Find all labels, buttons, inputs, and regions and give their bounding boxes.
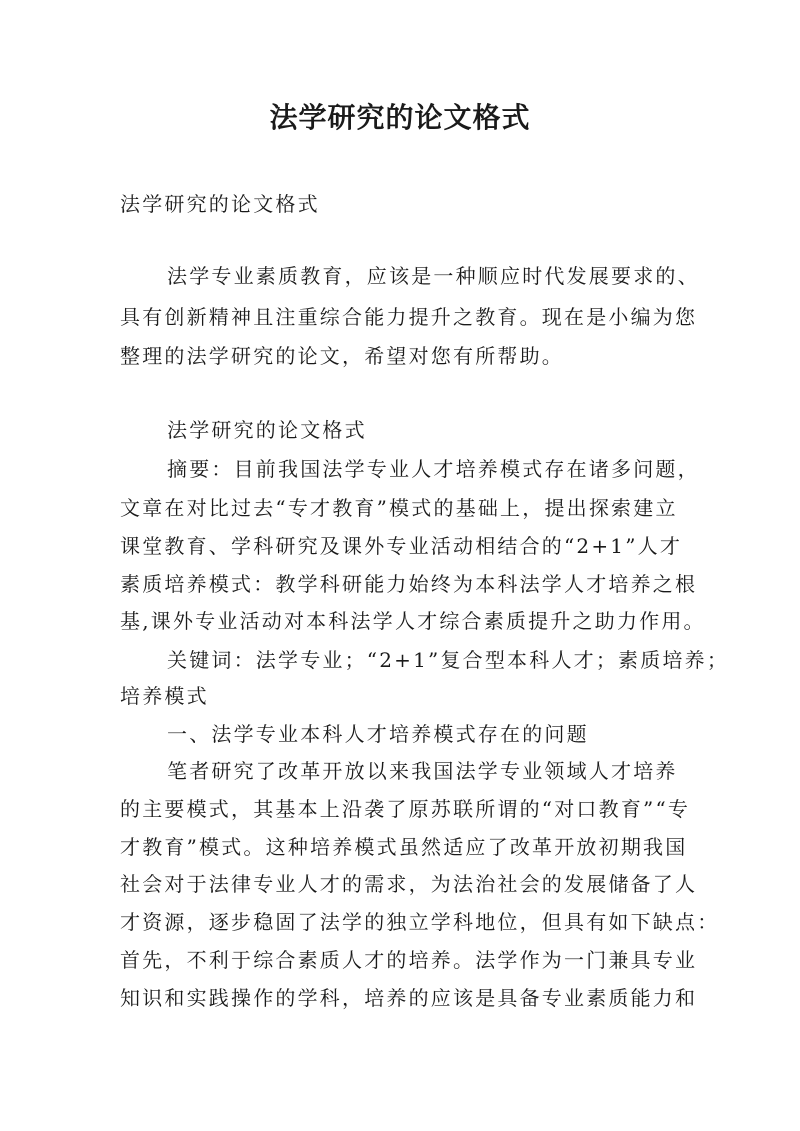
paragraph-line: 才教育”模式。这种培养模式虽然适应了改革开放初期我国 bbox=[120, 835, 688, 859]
paragraph-line: 知识和实践操作的学科，培养的应该是具备专业素质能力和 bbox=[120, 986, 698, 1010]
intro-line: 整理的法学研究的论文，希望对您有所帮助。 bbox=[120, 344, 564, 368]
paragraph-line: 首先，不利于综合素质人才的培养。法学作为一门兼具专业 bbox=[120, 948, 698, 972]
abstract-line: 基,课外专业活动对本科法学人才综合素质提升之助力作用。 bbox=[120, 609, 706, 633]
document-title: 法学研究的论文格式 bbox=[269, 101, 531, 134]
keywords-line: 关键词：法学专业；“2+1”复合型本科人才；素质培养； bbox=[167, 648, 730, 672]
paragraph-line: 才资源，逐步稳固了法学的独立学科地位，但具有如下缺点： bbox=[120, 910, 720, 934]
keywords-line: 培养模式 bbox=[120, 684, 209, 708]
paragraph-line: 的主要模式，其基本上沿袭了原苏联所谓的“对口教育”“专 bbox=[120, 797, 691, 821]
abstract-line: 摘要：目前我国法学专业人才培养模式存在诸多问题， bbox=[167, 457, 700, 481]
document-subtitle: 法学研究的论文格式 bbox=[120, 192, 320, 216]
section-heading: 一、法学专业本科人才培养模式存在的问题 bbox=[167, 722, 589, 746]
abstract-line: 文章在对比过去“专才教育”模式的基础上，提出探索建立 bbox=[120, 496, 678, 520]
section-heading: 法学研究的论文格式 bbox=[167, 418, 367, 442]
paragraph-line: 笔者研究了改革开放以来我国法学专业领域人才培养 bbox=[167, 759, 678, 783]
intro-line: 具有创新精神且注重综合能力提升之教育。现在是小编为您 bbox=[120, 305, 698, 329]
paragraph-line: 社会对于法律专业人才的需求，为法治社会的发展储备了人 bbox=[120, 872, 698, 896]
abstract-line: 素质培养模式：教学科研能力始终为本科法学人才培养之根 bbox=[120, 572, 698, 596]
abstract-line: 课堂教育、学科研究及课外专业活动相结合的“2+1”人才 bbox=[120, 534, 683, 558]
intro-line: 法学专业素质教育，应该是一种顺应时代发展要求的、 bbox=[167, 264, 700, 288]
